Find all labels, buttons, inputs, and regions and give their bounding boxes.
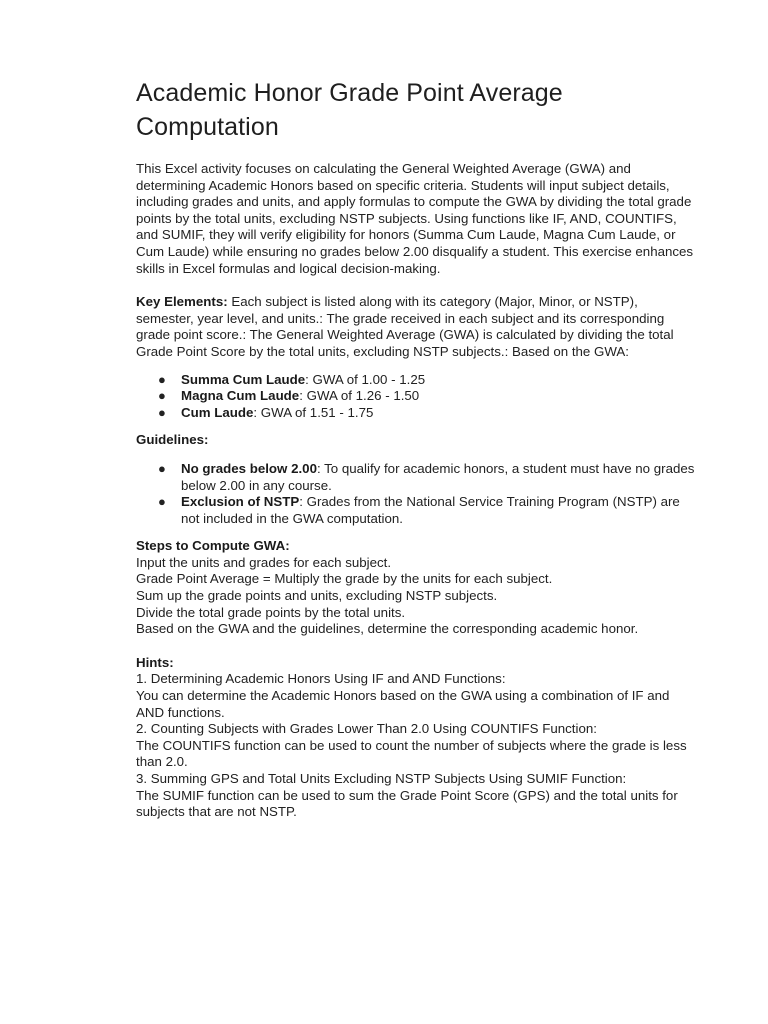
list-item — [136, 388, 696, 405]
honor-name: Magna Cum Laude — [181, 388, 300, 404]
intro-paragraph: This Excel activity focuses on calculating the General Weighted Average (GWA) and determining Academic Honors based on specific criteria. Students will input subject details, including grades and units, and apply formulas to compute the GWA by dividing the total grade points by the total units, excluding NSTP subjects. Using functions like IF, AND, COUNTIFS, and SUMIF, they will verify eligibility for honors (Summa Cum Laude, Magna Cum Laude, or Cum Laude) while ensuring no grades below 2.00 disqualify a student. This exercise enhances skills in Excel formulas and logical decision-making. — [136, 161, 694, 276]
guideline-label: Exclusion of NSTP — [181, 494, 300, 510]
step-line: Sum up the grade points and units, excluding NSTP subjects. — [136, 588, 498, 604]
list-item — [136, 372, 696, 389]
list-item — [136, 494, 696, 527]
hint-line: 1. Determining Academic Honors Using IF and AND Functions: — [136, 671, 506, 687]
page-title: Academic Honor Grade Point Average Computation — [136, 79, 563, 141]
bullet-icon: ● — [158, 494, 166, 510]
step-line: Grade Point Average = Multiply the grade by the units for each subject. — [136, 571, 553, 587]
guidelines-heading-text: Guidelines: — [136, 432, 209, 448]
guideline-text: : Grades from the National Service Training Program (NSTP) are not included in the GWA computation. — [181, 494, 680, 526]
step-line: Based on the GWA and the guidelines, determine the corresponding academic honor. — [136, 621, 639, 637]
hints-heading — [136, 655, 696, 672]
honor-range: : GWA of 1.00 - 1.25 — [305, 371, 426, 387]
hint-line: You can determine the Academic Honors based on the GWA using a combination of IF and AND functions. — [136, 688, 670, 720]
honor-name: Summa Cum Laude — [181, 371, 306, 387]
guideline-text: : To qualify for academic honors, a student must have no grades below 2.00 in any course. — [181, 460, 695, 493]
honor-range: : GWA of 1.51 - 1.75 — [253, 404, 374, 420]
guidelines-heading — [136, 432, 696, 449]
steps-heading — [136, 538, 696, 555]
guidelines-list — [136, 461, 696, 527]
guideline-label: No grades below 2.00 — [181, 460, 317, 476]
hints-heading-text: Hints: — [136, 654, 174, 670]
honor-name: Cum Laude — [181, 404, 254, 420]
hint-line: 3. Summing GPS and Total Units Excluding NSTP Subjects Using SUMIF Function: — [136, 771, 627, 786]
key-elements-paragraph — [136, 294, 696, 360]
bullet-icon: ● — [158, 460, 166, 476]
step-line: Input the units and grades for each subject. — [136, 554, 392, 570]
hints-section — [136, 655, 696, 821]
step-line: Divide the total grade points by the total units. — [136, 604, 406, 620]
key-elements-text: Each subject is listed along with its category (Major, Minor, or NSTP), semester, year level, and units.: The grade received in each subject and its corresponding grade point score.: The General Weighted Average (GWA) is calculated by dividing the total Grade Point Score by the total units, excluding NSTP subjects.: Based on the GWA: — [136, 294, 674, 359]
honor-range: : GWA of 1.26 - 1.50 — [299, 388, 420, 404]
bullet-icon: ● — [158, 388, 166, 404]
steps-section — [136, 538, 696, 638]
hint-line: The COUNTIFS function can be used to count the number of subjects where the grade is less than 2.0. — [136, 737, 687, 770]
honors-list — [136, 372, 696, 422]
list-item — [136, 461, 696, 494]
bullet-icon: ● — [158, 404, 166, 420]
bullet-icon: ● — [158, 371, 166, 387]
key-elements-label: Key Elements: — [136, 294, 228, 310]
hint-line: 2. Counting Subjects with Grades Lower Than 2.0 Using COUNTIFS Function: — [136, 721, 597, 737]
list-item — [136, 405, 696, 422]
hint-line: The SUMIF function can be used to sum the Grade Point Score (GPS) and the total units for subjects that are not NSTP. — [136, 787, 678, 820]
document-page — [136, 76, 696, 821]
steps-heading-text: Steps to Compute GWA: — [136, 538, 290, 554]
